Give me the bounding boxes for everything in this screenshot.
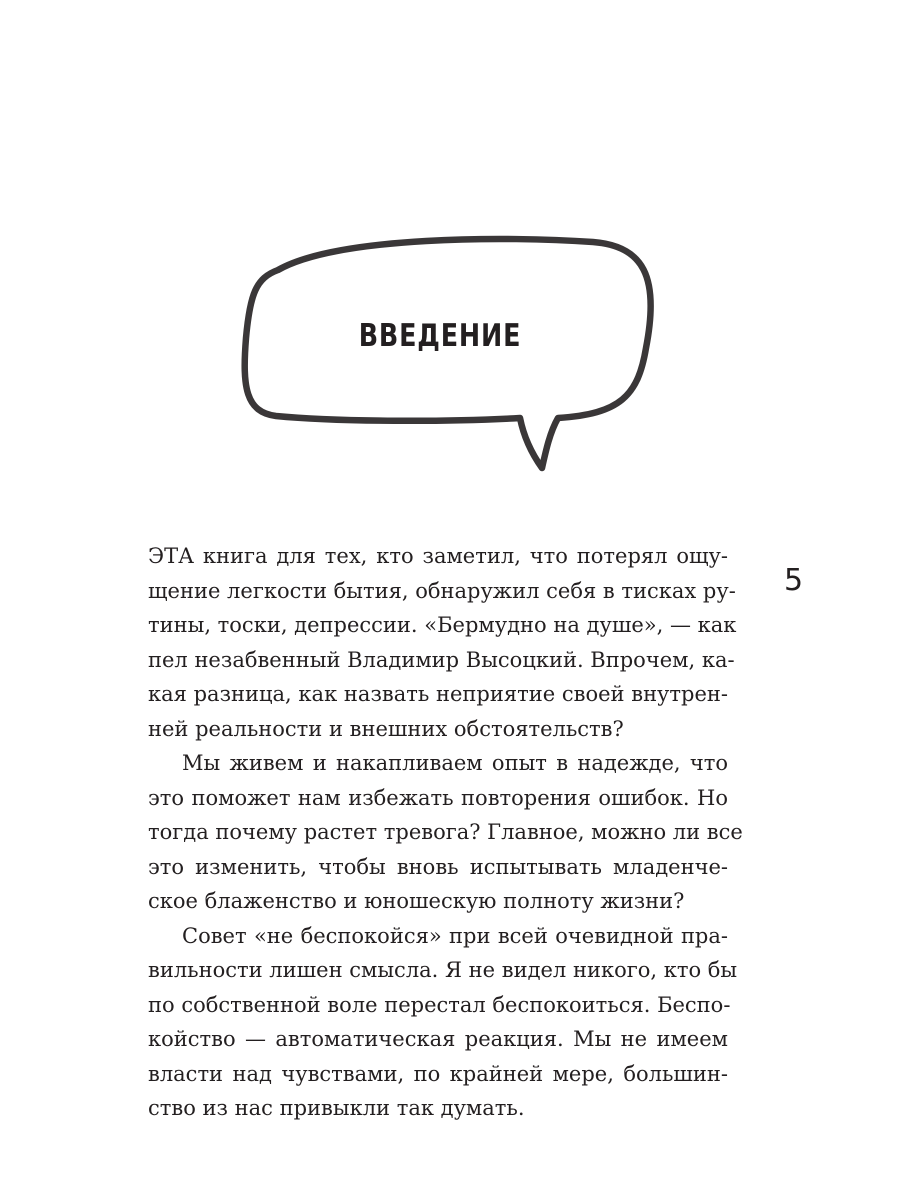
text-line: ское блаженство и юношескую полноту жизни? [148, 889, 685, 913]
text-line: это поможет нам избежать повторения ошибок. Но [148, 785, 728, 810]
text-line: это изменить, чтобы вновь испытывать младенче- [148, 854, 728, 879]
text-line: Мы живем и накапливаем опыт в надежде, что [182, 751, 728, 775]
text-line: власти над чувствами, по крайней мере, большин- [148, 1061, 728, 1086]
text-line: щение легкости бытия, обнаружил себя в тисках ру- [148, 578, 736, 603]
text-line: ЭТА книга для тех, кто заметил, что потерял ощу- [148, 544, 728, 568]
chapter-title: ВВЕДЕНИЕ [358, 318, 522, 354]
text-line: койство — автоматическая реакция. Мы не имеем [148, 1027, 728, 1051]
text-line: пел незабвенный Владимир Высоцкий. Впрочем, ка- [148, 647, 735, 672]
text-line: тогда почему растет тревога? Главное, можно ли все [148, 820, 743, 844]
page-number: 5 [784, 563, 804, 598]
text-line: ство из нас привыкли так думать. [148, 1096, 525, 1120]
text-line: тины, тоски, депрессии. «Бермудно на душе», — как [148, 613, 737, 637]
text-line: ней реальности и внешних обстоятельств? [148, 716, 624, 741]
text-line: Совет «не беспокойся» при всей очевидной пра- [182, 923, 728, 948]
text-line: по собственной воле перестал беспокоиться. Беспо- [148, 992, 731, 1017]
body-text [148, 539, 743, 1126]
text-line: кая разница, как назвать неприятие своей внутрен- [148, 682, 728, 706]
text-line: вильности лишен смысла. Я не видел никого, кто бы [148, 958, 738, 982]
